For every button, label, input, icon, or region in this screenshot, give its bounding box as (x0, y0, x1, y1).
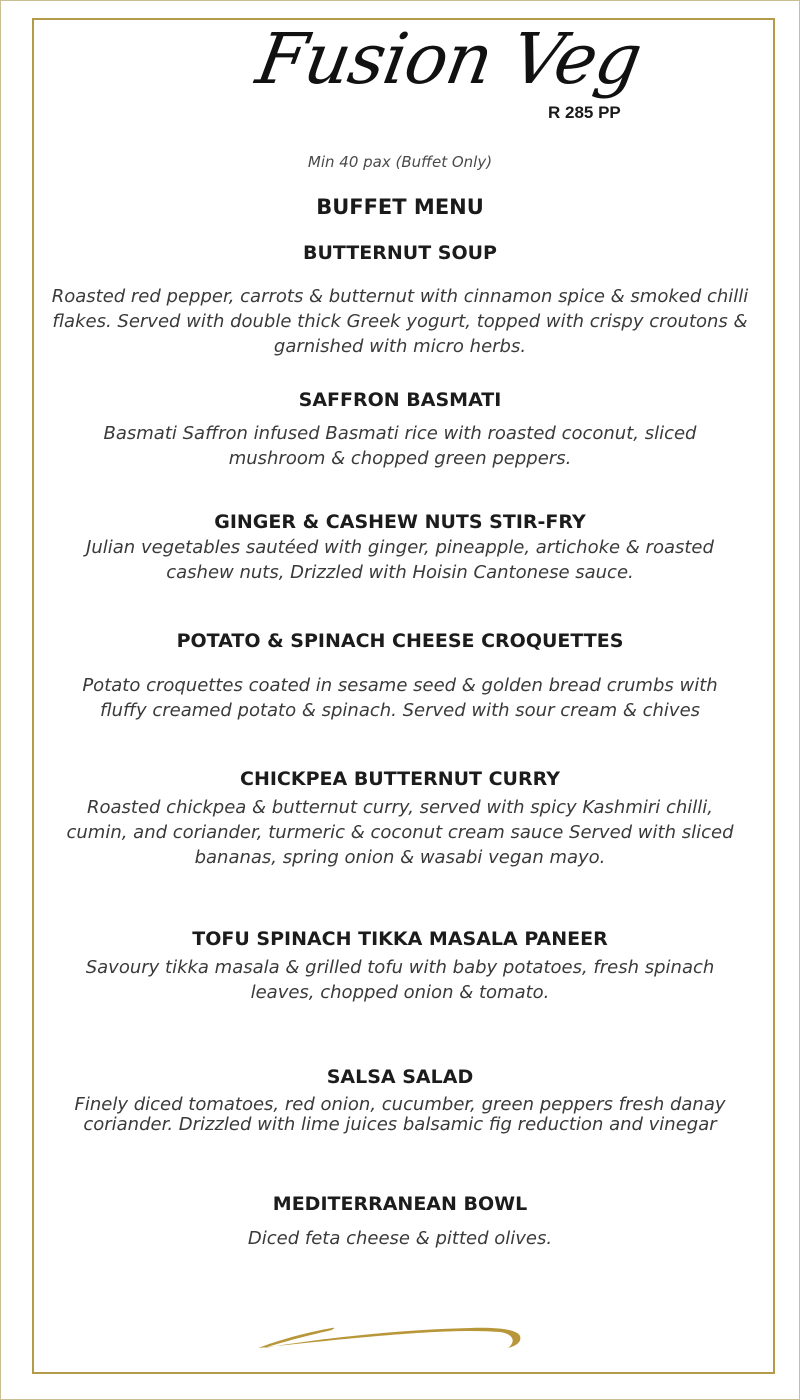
dish-description-salsa-salad: Finely diced tomatoes, red onion, cucumber, green peppers fresh danay coriander. Drizzled with lime juices balsamic fig reduction and vinegar (74, 1094, 726, 1135)
dish-description-mediterranean-bowl: Diced feta cheese & pitted olives. (247, 1228, 553, 1249)
minimum-pax-note: Min 40 pax (Buffet Only) (307, 153, 493, 171)
dish-description-butternut-soup: Roasted red pepper, carrots & butternut with cinnamon spice & smoked chilli flakes. Served with double thick Greek yogurt, topped with crispy croutons & garnished with micro herbs. (51, 286, 749, 357)
dish-title-salsa-salad: SALSA SALAD (326, 1066, 474, 1088)
dish-description-potato-spinach-croquettes: Potato croquettes coated in sesame seed & golden bread crumbs with fluffy creamed potato & spinach. Served with sour cream & chives (82, 675, 718, 721)
price-per-person: R 285 PP (548, 103, 621, 122)
dish-description-ginger-cashew-stir-fry: Julian vegetables sautéed with ginger, pineapple, artichoke & roasted cashew nuts, Drizzled with Hoisin Cantonese sauce. (86, 537, 714, 583)
dish-description-chickpea-butternut-curry: Roasted chickpea & butternut curry, served with spicy Kashmiri chilli, cumin, and coriander, turmeric & coconut cream sauce Served with sliced bananas, spring onion & wasabi vegan mayo. (66, 797, 734, 868)
dish-title-potato-spinach-croquettes: POTATO & SPINACH CHEESE CROQUETTES (176, 630, 624, 652)
dish-description-saffron-basmati: Basmati Saffron infused Basmati rice with roasted coconut, sliced mushroom & chopped green peppers. (103, 423, 697, 469)
menu-title: Fusion Veg (250, 18, 648, 100)
dish-title-ginger-cashew-stir-fry: GINGER & CASHEW NUTS STIR-FRY (214, 511, 586, 533)
dish-title-chickpea-butternut-curry: CHICKPEA BUTTERNUT CURRY (240, 768, 560, 790)
dish-title-saffron-basmati: SAFFRON BASMATI (298, 389, 502, 411)
dish-title-tofu-tikka-masala: TOFU SPINACH TIKKA MASALA PANEER (192, 928, 608, 950)
buffet-menu-heading: BUFFET MENU (316, 195, 484, 219)
dish-description-tofu-tikka-masala: Savoury tikka masala & grilled tofu with baby potatoes, fresh spinach leaves, chopped onion & tomato. (85, 957, 715, 1003)
dish-title-mediterranean-bowl: MEDITERRANEAN BOWL (272, 1193, 528, 1215)
swoosh-stroke (258, 1328, 520, 1348)
gold-brush-swoosh-icon (250, 1318, 530, 1362)
dish-title-butternut-soup: BUTTERNUT SOUP (303, 242, 497, 264)
